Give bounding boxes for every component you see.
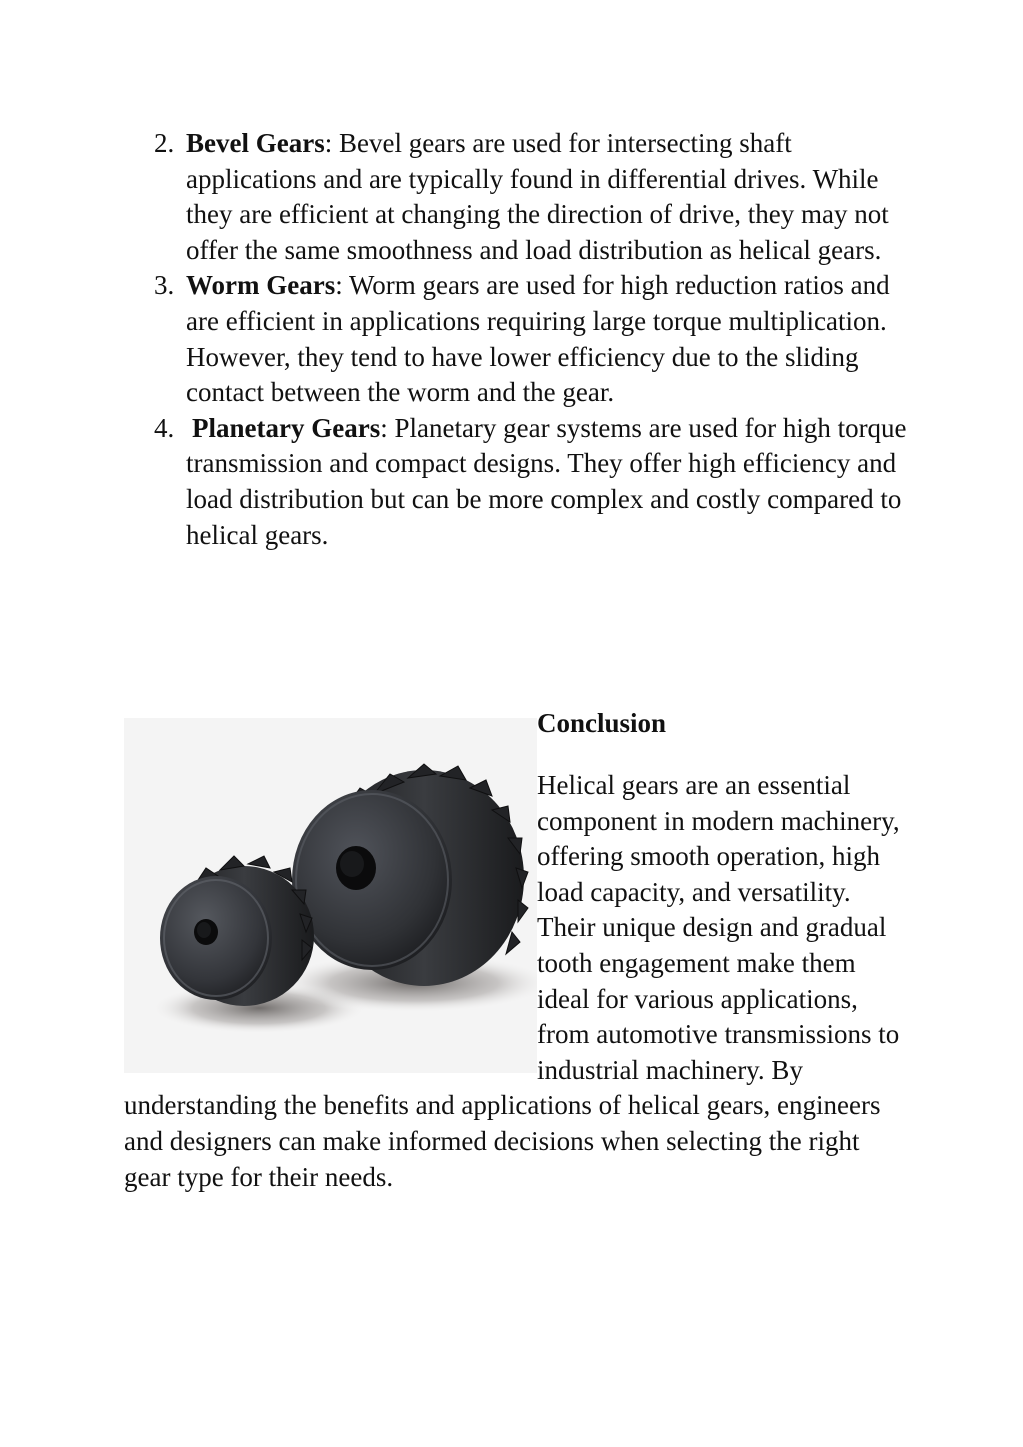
gears-illustration <box>124 718 537 1073</box>
list-number: 2. <box>154 128 175 158</box>
list-number: 3. <box>154 270 175 301</box>
list-item-title: Planetary Gears <box>192 412 381 443</box>
list-item-description: : Worm gears are used for high reduction ratios and are efficient in applications requiring large torque multiplication. However, they tend to have lower efficiency due to the sliding contact between the worm and the gear. <box>186 270 890 408</box>
list-item-planetary-gears <box>148 411 908 553</box>
list-item-description: : Planetary gear systems are used for high torque transmission and compact designs. They offer high efficiency and load distribution but can be more complex and costly compared to helical gears. <box>186 412 907 550</box>
conclusion-section <box>124 768 904 1195</box>
gear-types-list <box>148 126 908 553</box>
list-item-bevel-gears <box>148 126 908 268</box>
list-item-title: Worm Gears <box>186 270 336 301</box>
list-item-description: : Bevel gears are used for intersecting shaft applications and are typically found in differential drives. While they are efficient at changing the direction of drive, they may not offer the same smoothness and load distribution as helical gears. <box>186 128 889 265</box>
conclusion-text: Helical gears are an essential component in modern machinery, offering smooth operation, high load capacity, and versatility. Their unique design and gradual tooth engagement make them ideal for various applications, from automotive transmissions to industrial machinery. By understanding the benefits and applications of helical gears, engineers and designers can make informed decisions when selecting the right gear type for their needs. <box>124 770 900 1192</box>
helical-gears-image <box>124 718 537 1073</box>
list-item-title: Bevel Gears <box>186 128 325 158</box>
conclusion-heading: Conclusion <box>537 708 667 738</box>
list-number: 4. <box>154 412 175 443</box>
list-item-worm-gears <box>148 268 908 410</box>
